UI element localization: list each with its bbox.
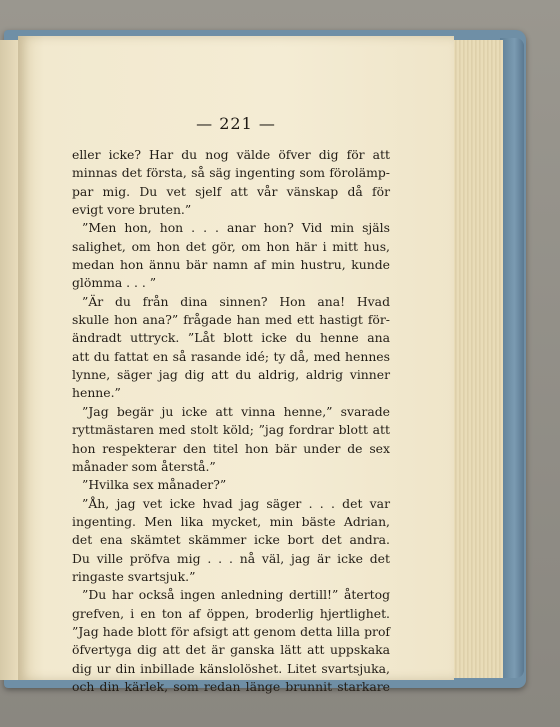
page-number: — 221 — <box>196 114 276 133</box>
text-line: ringaste svartsjuk.” <box>72 568 196 584</box>
text-line: ”Jag hade blott för afsigt att genom detta lilla prof <box>72 623 390 639</box>
text-line: grefven, i en ton af öppen, broderlig hjertlighet. <box>72 605 390 621</box>
text-line: ”Men hon, hon . . . anar hon? Vid min själs <box>82 220 390 236</box>
facing-page-edge <box>0 40 19 680</box>
text-line: skulle hon ana?” frågade han med ett hastigt för- <box>72 312 390 328</box>
text-line: ”Jag begär ju icke att vinna henne,” svarade <box>82 403 390 419</box>
text-line: henne.” <box>72 385 121 401</box>
text-line: medan hon ännu bär namn af min hustru, kunde <box>72 257 390 273</box>
text-line: dig ur din inbillade känslolöshet. Litet svartsjuka, <box>72 660 390 676</box>
text-line: ”Åh, jag vet icke hvad jag säger . . . det var <box>82 495 390 511</box>
text-line: glömma . . . ” <box>72 275 157 291</box>
book-page <box>18 36 454 694</box>
text-line: ”Du har också ingen anledning dertill!” återtog <box>82 587 390 603</box>
text-line: månader som återstå.” <box>72 458 216 474</box>
text-line: par mig. Du vet sjelf att vår vänskap då för <box>72 183 390 199</box>
text-line: ”Är du från dina sinnen? Hon ana! Hvad <box>82 293 390 309</box>
book-cover-edge <box>500 38 524 678</box>
text-line: ändradt uttryck. ”Låt blott icke du henne ana <box>72 330 390 346</box>
text-line: evigt vore bruten.” <box>72 202 192 218</box>
text-line: ingenting. Men lika mycket, min bäste Adrian, <box>72 513 390 529</box>
text-line: öfvertyga dig att det är ganska lätt att uppskaka <box>72 642 390 658</box>
text-line: ryttmästaren med stolt köld; ”jag fordrar blott att <box>72 422 390 438</box>
text-line: lynne, säger jag dig att du aldrig, aldrig vinner <box>72 367 390 383</box>
text-line: minnas det första, så säg ingenting som förolämp- <box>72 165 390 181</box>
text-line: Du ville pröfva mig . . . nå väl, jag är icke det <box>72 550 390 566</box>
text-line: eller icke? Har du nog välde öfver dig för att <box>72 147 390 162</box>
text-line: att du fattat en så rasande idé; ty då, med hennes <box>72 348 390 364</box>
text-line: salighet, om hon det gör, om hon här i mitt hus, <box>72 238 390 254</box>
text-line: ”Hvilka sex månader?” <box>82 477 227 493</box>
text-line: det ena skämtet skämmer icke bort det andra. <box>72 532 390 548</box>
text-line: hon respekterar den titel hon bär under de sex <box>72 440 390 456</box>
page-text <box>72 146 390 696</box>
text-line: och din kärlek, som redan länge brunnit starkare <box>72 678 390 694</box>
page-stack-edge <box>452 40 503 678</box>
